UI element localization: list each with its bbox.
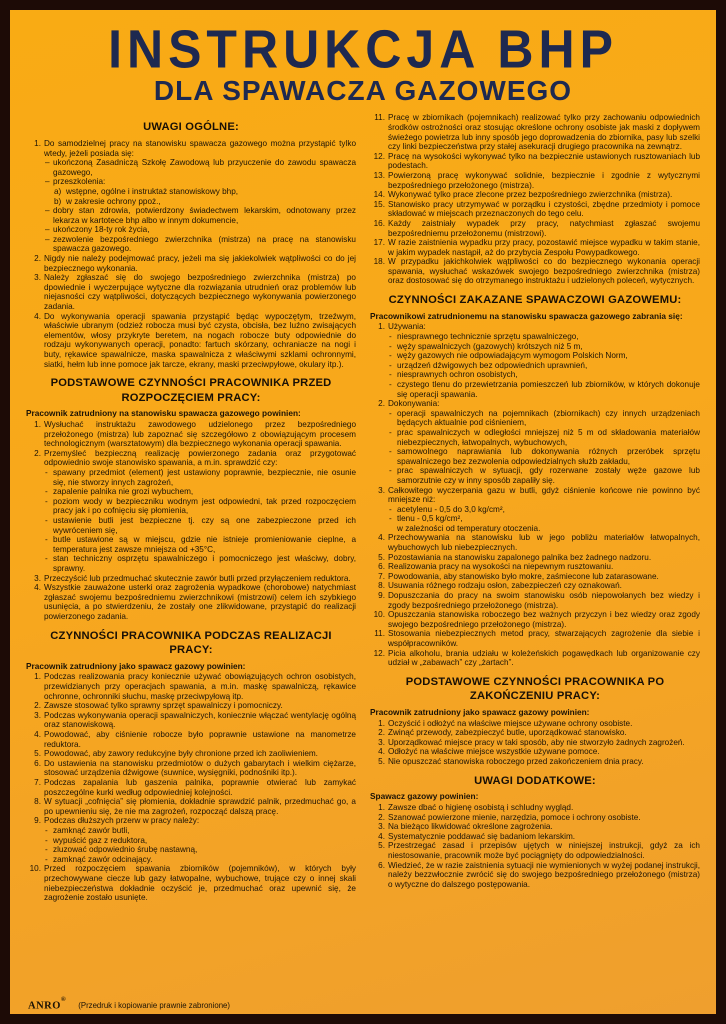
list-item xyxy=(26,672,356,701)
list-item xyxy=(54,197,356,207)
item-marker: 5. xyxy=(378,552,385,562)
item-text: zamknąć zawór odcinający. xyxy=(53,854,153,864)
list-item xyxy=(370,719,700,729)
item-marker: - xyxy=(389,351,392,361)
list-item xyxy=(26,816,356,864)
copyright-note: (Przedruk i kopiowanie prawnie zabronione) xyxy=(78,1000,230,1010)
item-text: Na bieżąco likwidować określone zagrożenia. xyxy=(388,822,553,832)
item-text: zamknąć zawór butli, xyxy=(53,825,130,835)
item-text: Powodowania, aby stanowisko było mokre, zaśmiecone lub zatarasowane. xyxy=(388,571,659,581)
item-text: Powodować, aby ciśnienie robocze było poprawnie ustawione na manometrze reduktora. xyxy=(44,730,356,749)
item-marker: 8. xyxy=(378,581,385,591)
list-item xyxy=(389,514,700,524)
list-item xyxy=(370,219,700,238)
content-columns xyxy=(26,113,700,902)
item-marker: 10. xyxy=(29,864,41,874)
item-marker: - xyxy=(45,554,48,564)
item-text: Podczas realizowania pracy koniecznie używać obowiązujących ochron osobistych, przewidzianych przy operacjach spawania, a m.in. maskę spawalniczą, rękawice ochronne, ochronniki słuchu, maskę przeciwpyłową itp. xyxy=(44,672,356,701)
item-text: W przypadku jakichkolwiek wątpliwości co do bezpiecznego wykonania operacji spawania, wysłuchać wskazówek swojego bezpośredniego zwierzchnika (mistrza) oraz dostosować się do otrzymanego instruktażu i udzielonych poleceń, wytycznych. xyxy=(388,257,700,286)
item-marker: 10. xyxy=(373,610,385,620)
item-text: acetylenu - 0,5 do 3,0 kg/cm², xyxy=(397,504,505,514)
item-text: przeszkolenia: xyxy=(53,177,106,187)
list-item xyxy=(389,380,700,399)
item-text: samowolnego naprawiania lub dokonywania różnych przeróbek sprzętu spawalniczego bez zezwolenia odpowiedzialnych służb zakładu, xyxy=(397,447,700,466)
section-intro: Spawacz gazowy powinien: xyxy=(370,791,479,802)
list-item xyxy=(26,711,356,730)
item-text: Przeczyścić lub przedmuchać skutecznie zawór butli przed przyłączeniem reduktora. xyxy=(44,573,351,583)
list-item xyxy=(370,257,700,286)
item-text: w zakresie ochrony ppoż., xyxy=(66,196,161,206)
list-item xyxy=(389,409,700,428)
list-item xyxy=(370,113,700,151)
item-text: Przechowywania na stanowisku lub w jego pobliżu materiałów łatwopalnych, wybuchowych lub niebezpiecznych. xyxy=(388,533,700,553)
item-marker: - xyxy=(389,370,392,380)
item-marker: - xyxy=(389,408,392,418)
list-item xyxy=(389,466,700,485)
item-text: Odłożyć na właściwe miejsce wszystkie używane pomoce. xyxy=(388,747,600,757)
list-item xyxy=(389,332,700,342)
section-list xyxy=(370,322,700,667)
list-item xyxy=(370,738,700,748)
list-item xyxy=(389,361,700,371)
item-text: zapalenie palnika nie grozi wybuchem, xyxy=(53,487,194,497)
item-text: Przed rozpoczęciem spawania zbiorników (pojemników), w których były przechowywane ciecze lub gazy łatwopalne, wybuchowe, trujące czy o innej skali niebezpieczeństwa dokładnie oczyścić je, przedmuchać oraz upewnić się, że zagrożenie zostało usunięte. xyxy=(44,864,356,903)
sub-list xyxy=(54,187,356,206)
item-text: wypuścić gaz z reduktora, xyxy=(53,835,148,845)
item-text: prac spawalniczych w sytuacji, gdy rozerwane zostały węże gazowe lub samorzutnie czy w inny sposób zapaliły się. xyxy=(397,466,700,485)
item-text: w zależności od temperatury otoczenia. xyxy=(397,523,541,533)
item-text: ukończoną Zasadniczą Szkołę Zawodową lub przyuczenie do zawodu spawacza gazowego, xyxy=(53,158,356,177)
list-item xyxy=(45,177,356,206)
list-item xyxy=(389,447,700,466)
item-text: węży spawalniczych (gazowych) krótszych niż 5 m, xyxy=(397,341,583,351)
item-marker: 9. xyxy=(378,591,385,601)
item-marker: - xyxy=(45,487,48,497)
list-item xyxy=(26,778,356,797)
section-list xyxy=(370,113,700,286)
item-marker: 1. xyxy=(378,322,385,332)
item-marker: 3. xyxy=(34,710,41,720)
item-marker: 4. xyxy=(378,533,385,543)
list-item xyxy=(26,730,356,749)
sub-list xyxy=(45,158,356,254)
item-text: Dopuszczania do pracy na swoim stanowisku osób niepowołanych bez wiedzy i zgody bezpośredniego przełożonego (mistrza). xyxy=(388,591,700,610)
item-text: Szanować powierzone mienie, narzędzia, pomoce i ochrony osobiste. xyxy=(388,812,641,822)
item-text: Zwinąć przewody, zabezpieczyć butle, uporządkować stanowisko. xyxy=(388,728,627,738)
item-marker: - xyxy=(45,535,48,545)
item-marker: - xyxy=(389,514,392,524)
item-marker: 4. xyxy=(378,747,385,757)
list-item xyxy=(370,399,700,485)
sub-list xyxy=(389,505,700,534)
item-text: urządzeń dźwigowych bez odpowiednich uprawnień, xyxy=(397,360,588,370)
item-marker: – xyxy=(45,234,50,244)
item-marker: 1. xyxy=(34,420,41,430)
item-text: Do ustawienia na stanowisku przedmiotów o dużych gabarytach i wielkim ciężarze, stosować urządzenia dźwigowe (suwnice, wysięgniki, podnośniki itp.). xyxy=(44,758,356,778)
item-text: Nigdy nie należy podejmować pracy, jeżeli ma się jakiekolwiek wątpliwości co do jej bezpiecznego wykonania. xyxy=(44,254,356,273)
section-heading: PODSTAWOWE CZYNNOŚCI PRACOWNIKA PO ZAKOŃCZENIU PRACY: xyxy=(405,675,665,703)
list-item xyxy=(45,235,356,254)
item-text: dobry stan zdrowia, potwierdzony świadectwem lekarskim, odnotowany przez lekarza w kartotece bhp albo w innym dokumencie, xyxy=(53,206,356,225)
item-marker: 3. xyxy=(378,737,385,747)
item-marker: 2. xyxy=(378,812,385,822)
item-marker: 3. xyxy=(378,822,385,832)
list-item xyxy=(389,342,700,352)
item-marker: 1. xyxy=(34,672,41,682)
list-item xyxy=(26,701,356,711)
list-item xyxy=(26,583,356,621)
section-uwagi-dodatkowe xyxy=(370,774,700,890)
item-marker: 7. xyxy=(378,571,385,581)
list-item xyxy=(370,861,700,890)
item-marker: 16. xyxy=(373,218,385,228)
list-item xyxy=(370,190,700,200)
item-text: spawany przedmiot (element) jest ustawiony poprawnie, bezpiecznie, nie osunie się, nie stworzy innych zagrożeń, xyxy=(53,468,356,487)
item-text: poziom wody w bezpieczniku wodnym jest odpowiedni, tak przed rozpoczęciem pracy jak i po cofnięciu się płomienia, xyxy=(53,496,356,516)
item-text: Pozostawiania na stanowisku zapalonego palnika bez żadnego nadzoru. xyxy=(388,552,652,562)
item-marker: 2. xyxy=(34,701,41,711)
item-text: Należy zgłaszać się do swojego bezpośredniego zwierzchnika (mistrza) po dpowiednie i wyczerpujące wytyczne dla rozwiązania utrudnień oraz problemów lub niejasności czy wątpliwości, dotyczących bezpiecznego wykonywania powierzonego zadania. xyxy=(44,273,356,312)
item-text: Podczas wykonywania operacji spawalniczych, koniecznie włączać wentylację ogólną oraz stanowiskową. xyxy=(44,710,356,730)
item-text: Do samodzielnej pracy na stanowisku spawacza gazowego można przystąpić tylko wtedy, jeżeli posiada się: xyxy=(44,138,356,158)
list-item xyxy=(370,841,700,860)
item-marker: 4. xyxy=(378,831,385,841)
item-marker: 8. xyxy=(34,797,41,807)
list-item xyxy=(26,139,356,254)
list-item xyxy=(45,554,356,573)
item-marker: - xyxy=(389,360,392,370)
item-text: Uporządkować miejsce pracy w taki sposób, aby nie stworzyło żadnych zagrożeń. xyxy=(388,737,685,747)
item-marker: 11. xyxy=(374,113,385,123)
item-text: Picia alkoholu, brania udziału w koleżeńskich pogawędkach lub organizowanie czy udział w „zabawach” czy „żartach”. xyxy=(388,648,700,668)
item-text: Całkowitego wyczerpania gazu w butli, gdyż ciśnienie końcowe nie powinno być mniejsze niż: xyxy=(388,485,700,505)
item-text: zezwolenie bezpośredniego zwierzchnika (mistrza) na pracę na stanowisku spawacza gazowego. xyxy=(53,234,356,254)
item-text: Pracę w zbiornikach (pojemnikach) realizować tylko przy zachowaniu odpowiednich środków ostrożności oraz stosując określone ochrony osobiste jak maski z dopływem świeżego powietrza lub inny sposób jego doprowadzenia do zbiornika, pasy lub szelki czy linki bezpieczeństwa przy stałej asekuracji drugiego pracownika na zewnątrz. xyxy=(388,113,700,152)
section-uwagi-ogolne xyxy=(26,120,356,369)
item-text: Podczas dłuższych przerw w pracy należy: xyxy=(44,816,200,826)
item-marker: 3. xyxy=(34,573,41,583)
item-marker: 2. xyxy=(378,728,385,738)
list-item xyxy=(26,312,356,370)
item-text: Systematycznie poddawać się badaniom lekarskim. xyxy=(388,831,576,841)
list-item xyxy=(370,747,700,757)
list-item xyxy=(370,822,700,832)
item-marker: 4. xyxy=(34,311,41,321)
item-text: Każdy zaistniały wypadek przy pracy, natychmiast zgłaszać swojemu bezpośredniemu przełożonemu (mistrzowi). xyxy=(388,218,700,238)
list-item xyxy=(370,152,700,171)
right-column xyxy=(370,113,700,902)
item-text: Zawsze dbać o higienę osobistą i schludny wygląd. xyxy=(388,803,574,813)
item-marker: - xyxy=(389,466,392,476)
item-text: Do wykonywania operacji spawania przystąpić będąc wypoczętym, trzeźwym, właściwie ubranym (odzież robocza musi być czysta, obcisła, bez luźno zwisających elementów, włosy przykryte beretem, na nogach robocze buty odpowiednie do rodzaju wykonywanych operacji, ponadto: fartuch skórzany, ochraniacze na nogi i buty, rękawice spawalnicze, maska spawalnicza z właściwymi szklami ochronnymi, siatki, hełm lub inne pomoce jak tarcze, ekrany, maski przeciwpyłowe, okulary itp.). xyxy=(44,311,356,369)
item-marker: - xyxy=(389,447,392,457)
section-heading: CZYNNOŚCI ZAKAZANE SPAWACZOWI GAZOWEMU: xyxy=(388,294,682,307)
item-marker: 14. xyxy=(373,190,385,200)
item-marker: 17. xyxy=(373,238,385,248)
list-item xyxy=(370,728,700,738)
list-item xyxy=(370,238,700,257)
item-marker: 2. xyxy=(34,254,41,264)
list-item xyxy=(26,864,356,902)
item-text: Powodować, aby zawory redukcyjne były chronione przed ich zaoliwieniem. xyxy=(44,749,318,759)
item-text: niesprawnego technicznie sprzętu spawalniczego, xyxy=(397,332,579,342)
item-marker: 6. xyxy=(378,860,385,870)
item-text: czystego tlenu do przewietrzania pomieszczeń lub zbiorników, w których dokonuje się operacji spawania. xyxy=(397,379,700,399)
list-item xyxy=(45,468,356,487)
item-marker: - xyxy=(389,504,392,514)
item-marker: 4. xyxy=(34,730,41,740)
item-marker: 3. xyxy=(378,485,385,495)
list-item xyxy=(45,535,356,554)
section-przed-rozpoczeciem xyxy=(26,376,356,621)
item-marker: - xyxy=(45,468,48,478)
list-item xyxy=(370,200,700,219)
item-text: zluzować odpowiednio śrubę nastawną, xyxy=(53,845,198,855)
list-item xyxy=(370,572,700,582)
item-marker: - xyxy=(389,341,392,351)
list-item xyxy=(45,206,356,225)
item-text: ustawienie butli jest bezpieczne tj. czy są one zabezpieczone przed ich wywróceniem się, xyxy=(53,516,356,535)
poster-sheet xyxy=(10,10,716,1014)
item-text: ukończony 18-ty rok życia, xyxy=(53,225,150,235)
item-text: Używania: xyxy=(388,322,426,332)
list-item xyxy=(45,158,356,177)
item-text: Stosowania niebezpiecznych metod pracy, stwarzających zagrożenie dla siebie i współpracowników. xyxy=(388,629,700,649)
item-marker: 5. xyxy=(378,757,385,767)
item-marker: - xyxy=(45,516,48,526)
poster-footer xyxy=(28,995,230,1012)
item-marker: 12. xyxy=(373,648,385,658)
item-text: Realizowania pracy na wysokości na niepewnym rusztowaniu. xyxy=(388,562,614,572)
item-text: Wysłuchać instruktażu zawodowego udzielonego przez bezpośredniego przełożonego (mistrza) lub zapoznać się szczegółowo z obowiązującym procesem technologicznym (warsztatowym) dla bezpiecznego wykonania operacji spawania. xyxy=(44,420,356,449)
list-item xyxy=(26,449,356,574)
item-marker: 15. xyxy=(373,199,385,209)
item-marker: – xyxy=(45,177,50,187)
brand-logo: ANRO® xyxy=(28,995,67,1011)
item-marker: - xyxy=(45,496,48,506)
section-intro: Pracownikowi zatrudnionemu na stanowisku spawacza gazowego zabrania się: xyxy=(370,310,683,321)
item-text: Powierzoną pracę wykonywać solidnie, bezpiecznie i zgodnie z wytycznymi bezpośredniego przełożonego (mistrza). xyxy=(388,170,700,190)
list-item xyxy=(370,757,700,767)
item-text: Wykonywać tylko prace zlecone przez bezpośredniego zwierzchnika (mistrza). xyxy=(388,190,673,200)
item-marker: 1. xyxy=(378,803,385,813)
item-marker: 11. xyxy=(374,629,385,639)
item-text: Przemyśleć bezpieczną realizację powierzonego zadania oraz przygotować odpowiednio swoje stanowisko spawania, a m.in. sprawdzić czy: xyxy=(44,448,356,468)
registered-trademark-icon: ® xyxy=(60,995,67,1003)
section-intro: Pracownik zatrudniony jako spawacz gazowy powinien: xyxy=(26,660,246,671)
list-item xyxy=(370,803,700,813)
item-text: niesprawnych ochron osobistych, xyxy=(397,370,518,380)
list-item xyxy=(45,225,356,235)
item-text: W sytuacji „cofnięcia” się płomienia, dokładnie sprawdzić palnik, przedmuchać go, a po upewnieniu się, że nie ma zagrożeń, rozpocząć dalszą pracę. xyxy=(44,797,356,816)
item-marker: 12. xyxy=(373,151,385,161)
list-item xyxy=(370,610,700,629)
list-item xyxy=(370,562,700,572)
item-marker: - xyxy=(45,854,48,864)
item-marker: - xyxy=(45,835,48,845)
section-intro: Pracownik zatrudniony jako spawacz gazowy powinien: xyxy=(370,706,590,717)
section-podczas-realizacji-cd xyxy=(370,113,700,286)
section-list xyxy=(26,672,356,902)
list-item xyxy=(26,749,356,759)
item-marker: 6. xyxy=(378,562,385,572)
item-text: butle ustawione są w miejscu, gdzie nie istnieje promieniowanie cieplne, a temperatura jest zawsze mniejsza od +35°C, xyxy=(53,535,356,554)
section-heading: CZYNNOŚCI PRACOWNIKA PODCZAS REALIZACJI PRACY: xyxy=(50,629,332,657)
item-marker: 4. xyxy=(34,583,41,593)
item-marker: – xyxy=(45,225,50,235)
list-item xyxy=(370,581,700,591)
list-item xyxy=(26,273,356,311)
item-text: Podczas zapalania lub gaszenia palnika, poprawnie otwierać lub zamykać poszczególne kurki według odpowiedniej kolejności. xyxy=(44,778,356,797)
item-text: wstępne, ogólne i instruktaż stanowiskowy bhp, xyxy=(66,186,239,196)
item-marker: - xyxy=(389,332,392,342)
item-marker: 5. xyxy=(34,749,41,759)
item-text: Nie opuszczać stanowiska roboczego przed zakończeniem dnia pracy. xyxy=(388,757,644,767)
item-text: Oczyścić i odłożyć na właściwe miejsce używane ochrony osobiste. xyxy=(388,718,633,728)
sub-list xyxy=(389,332,700,399)
list-item xyxy=(26,254,356,273)
list-item xyxy=(370,813,700,823)
list-item xyxy=(389,428,700,447)
item-text: Przestrzegać zasad i przepisów ujętych w niniejszej instrukcji, gdyż za ich niestosowanie, pracownik może być pociągnięty do odpowiedzialności. xyxy=(388,841,700,860)
item-text: Wszystkie zauważone usterki oraz zagrożenia wypadkowe (chorobowe) natychmiast zgłaszać swojemu bezpośredniemu zwierzchnikowi (mistrzowi) celem ich szybkiego usunięcia, a po stwierdzeniu, że zostały one zlikwidowane, przystąpić do realizacji powierzonego zadania. xyxy=(44,583,356,621)
list-item xyxy=(389,505,700,515)
item-text: W razie zaistnienia wypadku przy pracy, pozostawić miejsce wypadku w takim stanie, w jakim wypadek nastąpił, aż do przybycia Zespołu Powypadkowego. xyxy=(388,238,700,257)
list-item xyxy=(389,351,700,361)
item-marker: 18. xyxy=(373,257,385,267)
list-item xyxy=(45,836,356,846)
list-item xyxy=(370,591,700,610)
section-czynnosci-zakazane xyxy=(370,293,700,668)
item-marker: b) xyxy=(54,196,62,206)
sub-list xyxy=(45,826,356,864)
list-item xyxy=(389,524,700,534)
item-marker: - xyxy=(389,379,392,389)
item-marker: 9. xyxy=(34,816,41,826)
section-list xyxy=(370,719,700,767)
item-marker: 5. xyxy=(378,841,385,851)
section-podczas-realizacji xyxy=(26,629,356,903)
list-item xyxy=(26,574,356,584)
list-item xyxy=(370,486,700,534)
sub-list xyxy=(389,409,700,486)
item-text: Opuszczania stanowiska roboczego bez ważnych przyczyn i bez wiedzy oraz zgody swojego bezpośredniego przełożonego (mistrza). xyxy=(388,610,700,629)
poster-subtitle: DLA SPAWACZA GAZOWEGO xyxy=(153,75,573,106)
item-text: węży gazowych nie odpowiadającym wymogom Polskich Norm, xyxy=(397,351,628,361)
section-heading: PODSTAWOWE CZYNNOŚCI PRACOWNIKA PRZED ROZPOCZĘCIEM PRACY: xyxy=(50,377,332,404)
item-marker: – xyxy=(45,206,50,216)
list-item xyxy=(370,171,700,190)
item-marker: - xyxy=(389,427,392,437)
list-item xyxy=(45,855,356,865)
list-item xyxy=(26,420,356,449)
item-text: operacji spawalniczych na pojemnikach (zbiornikach) czy innych urządzeniach będących aktualnie pod ciśnieniem, xyxy=(397,408,700,428)
list-item xyxy=(45,516,356,535)
left-column xyxy=(26,113,356,902)
poster-title: INSTRUKCJA BHP xyxy=(108,18,618,80)
item-marker: - xyxy=(45,825,48,835)
poster-header xyxy=(26,18,700,106)
section-list xyxy=(370,803,700,889)
section-list xyxy=(26,420,356,621)
item-text: Wiedzieć, że w razie zaistnienia sytuacji nie wymienionych w wyżej podanej instrukcji, należy bezzwłocznie zwrócić się do swojego bezpośredniego przełożonego (mistrza) o wytyczne do dalszego postępowania. xyxy=(388,860,700,889)
list-item xyxy=(370,629,700,648)
section-po-zakonczeniu xyxy=(370,675,700,767)
item-marker: 1. xyxy=(378,718,385,728)
item-text: Pracę na wysokości wykonywać tylko na bezpiecznie ustawionych rusztowaniach lub podestach. xyxy=(388,151,700,171)
list-item xyxy=(26,797,356,816)
list-item xyxy=(370,322,700,399)
item-marker: – xyxy=(45,158,50,168)
sub-list xyxy=(45,468,356,574)
item-marker: - xyxy=(45,845,48,855)
item-text: prac spawalniczych w odległości mniejszej niż 5 m od składowania materiałów niebezpiecznych, łatwopalnych, wybuchowych, xyxy=(397,427,700,447)
item-marker: 2. xyxy=(34,448,41,458)
list-item xyxy=(45,826,356,836)
item-text: Dokonywania: xyxy=(388,399,440,409)
item-marker: 6. xyxy=(34,758,41,768)
item-text: tlenu - 0,5 kg/cm², xyxy=(397,514,463,524)
list-item xyxy=(45,487,356,497)
item-marker: a) xyxy=(54,186,62,196)
item-marker: 1. xyxy=(34,138,41,148)
list-item xyxy=(45,845,356,855)
item-marker: 13. xyxy=(373,170,385,180)
list-item xyxy=(26,759,356,778)
item-marker: 2. xyxy=(378,399,385,409)
list-item xyxy=(54,187,356,197)
section-heading: UWAGI OGÓLNE: xyxy=(143,121,239,134)
section-intro: Pracownik zatrudniony na stanowisku spawacza gazowego powinien: xyxy=(26,408,301,419)
item-text: Stanowisko pracy utrzymywać w porządku i czystości, zbędne przedmioty i pomoce składować w miejscach przeznaczonych do tego celu. xyxy=(388,199,700,219)
list-item xyxy=(370,533,700,552)
section-list xyxy=(26,139,356,369)
item-marker: 3. xyxy=(34,273,41,283)
list-item xyxy=(370,553,700,563)
list-item xyxy=(389,370,700,380)
item-text: stan techniczny osprzętu spawalniczego i pomocniczego jest właściwy, dobry, sprawny. xyxy=(53,554,356,574)
item-text: Usuwania różnego rodzaju osłon, zabezpieczeń czy oznakowań. xyxy=(388,581,622,591)
section-heading: UWAGI DODATKOWE: xyxy=(474,774,596,787)
item-text: Zawsze stosować tylko sprawny sprzęt spawalniczy i pomocniczy. xyxy=(44,701,283,711)
list-item xyxy=(45,497,356,516)
list-item xyxy=(370,649,700,668)
list-item xyxy=(370,832,700,842)
item-marker: 7. xyxy=(34,778,41,788)
